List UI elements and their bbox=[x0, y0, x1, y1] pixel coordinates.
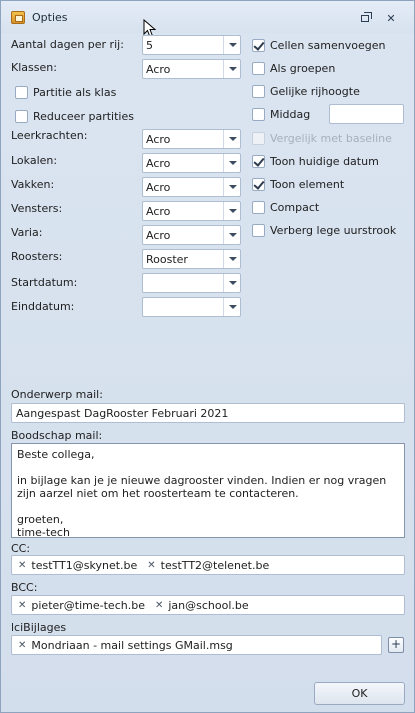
remove-tag-icon[interactable]: ✕ bbox=[18, 559, 27, 571]
bcc-tag-text: pieter@time-tech.be bbox=[31, 598, 145, 612]
attachments-label: lciBijlages bbox=[11, 621, 67, 634]
subject-label: Onderwerp mail: bbox=[11, 388, 103, 401]
chevron-down-icon[interactable] bbox=[223, 226, 240, 244]
restore-button[interactable] bbox=[355, 10, 375, 26]
cc-tag bbox=[18, 559, 137, 572]
chevron-down-icon[interactable] bbox=[223, 274, 240, 292]
message-line: time-tech bbox=[17, 526, 70, 538]
chevron-down-icon[interactable] bbox=[223, 298, 240, 316]
start-date-label: Startdatum: bbox=[11, 276, 78, 289]
subject-input[interactable] bbox=[11, 403, 405, 423]
bcc-tag-text: jan@school.be bbox=[168, 598, 249, 612]
merge-cells-label: Cellen samenvoegen bbox=[270, 38, 386, 52]
checkbox-box[interactable] bbox=[252, 155, 265, 168]
chevron-down-icon[interactable] bbox=[223, 250, 240, 268]
varia-combo[interactable] bbox=[142, 225, 241, 245]
chevron-down-icon[interactable] bbox=[223, 60, 240, 78]
message-line: in bijlage kan je je nieuwe dagrooster vinden. Indien er nog vragen zijn aarzel niet om het roosterteam te contacteren. bbox=[17, 474, 387, 500]
teachers-combo[interactable] bbox=[142, 129, 241, 149]
subject-value: Aangespast DagRooster Februari 2021 bbox=[16, 407, 229, 420]
varia-label: Varia: bbox=[11, 226, 43, 239]
message-label: Boodschap mail: bbox=[11, 429, 103, 442]
start-date-picker[interactable] bbox=[142, 273, 241, 293]
remove-tag-icon[interactable]: ✕ bbox=[147, 559, 156, 571]
show-element-checkbox[interactable] bbox=[252, 176, 344, 192]
partition-per-class-checkbox[interactable] bbox=[15, 84, 116, 100]
bcc-label: BCC: bbox=[11, 581, 38, 594]
checkbox-box[interactable] bbox=[252, 108, 265, 121]
attachment-tag bbox=[18, 639, 233, 652]
plus-icon: + bbox=[390, 637, 402, 651]
days-per-row-combo[interactable] bbox=[142, 35, 241, 55]
reduce-partitions-label: Reduceer partities bbox=[33, 109, 134, 123]
close-button[interactable] bbox=[381, 10, 401, 26]
subjects-combo[interactable] bbox=[142, 177, 241, 197]
checkbox-box[interactable] bbox=[252, 39, 265, 52]
days-per-row-value: 5 bbox=[146, 39, 153, 52]
title-bar bbox=[1, 1, 414, 33]
windows-label: Vensters: bbox=[11, 202, 63, 215]
reduce-partitions-checkbox[interactable] bbox=[15, 108, 134, 124]
noon-input[interactable] bbox=[329, 104, 404, 124]
classes-value: Acro bbox=[146, 63, 171, 76]
schedules-label: Roosters: bbox=[11, 250, 63, 263]
checkbox-box[interactable] bbox=[15, 110, 28, 123]
window-title: Opties bbox=[32, 11, 68, 24]
remove-tag-icon[interactable]: ✕ bbox=[18, 639, 27, 651]
show-current-date-label: Toon huidige datum bbox=[270, 154, 379, 168]
show-element-label: Toon element bbox=[270, 177, 345, 191]
compact-label: Compact bbox=[270, 200, 320, 214]
classes-combo[interactable] bbox=[142, 59, 241, 79]
checkbox-box[interactable] bbox=[15, 86, 28, 99]
message-line: groeten, bbox=[17, 513, 64, 526]
schedules-combo[interactable] bbox=[142, 249, 241, 269]
rooms-value: Acro bbox=[146, 157, 171, 170]
as-groups-label: Als groepen bbox=[270, 61, 336, 75]
cc-tag bbox=[147, 559, 269, 572]
show-current-date-checkbox[interactable] bbox=[252, 153, 379, 169]
remove-tag-icon[interactable]: ✕ bbox=[154, 599, 164, 611]
rooms-label: Lokalen: bbox=[11, 154, 58, 167]
teachers-label: Leerkrachten: bbox=[11, 129, 88, 142]
bcc-tag bbox=[18, 599, 145, 612]
compare-baseline-label: Vergelijk met baseline bbox=[270, 131, 392, 145]
checkbox-box[interactable] bbox=[252, 85, 265, 98]
partition-per-class-label: Partitie als klas bbox=[33, 85, 117, 99]
schedules-value: Rooster bbox=[146, 253, 188, 266]
windows-value: Acro bbox=[146, 205, 171, 218]
noon-label: Middag bbox=[270, 107, 311, 121]
bcc-tag bbox=[155, 599, 249, 612]
merge-cells-checkbox[interactable] bbox=[252, 37, 385, 53]
attachment-tag-text: Mondriaan - mail settings GMail.msg bbox=[31, 638, 233, 652]
ok-button[interactable]: OK bbox=[314, 682, 405, 705]
message-line: Beste collega, bbox=[17, 448, 95, 461]
cc-label: CC: bbox=[11, 542, 31, 555]
hide-empty-slot-checkbox[interactable] bbox=[252, 222, 396, 238]
chevron-down-icon[interactable] bbox=[223, 154, 240, 172]
subjects-value: Acro bbox=[146, 181, 171, 194]
checkbox-box[interactable] bbox=[252, 62, 265, 75]
cc-field[interactable] bbox=[11, 555, 405, 575]
checkbox-box[interactable] bbox=[252, 201, 265, 214]
checkbox-box[interactable] bbox=[252, 224, 265, 237]
noon-checkbox[interactable] bbox=[252, 106, 310, 122]
chevron-down-icon[interactable] bbox=[223, 130, 240, 148]
classes-label: Klassen: bbox=[11, 61, 57, 74]
checkbox-box bbox=[252, 132, 265, 145]
bcc-field[interactable] bbox=[11, 595, 405, 615]
windows-combo[interactable] bbox=[142, 201, 241, 221]
teachers-value: Acro bbox=[146, 133, 171, 146]
varia-value: Acro bbox=[146, 229, 171, 242]
compare-baseline-checkbox bbox=[252, 130, 392, 146]
app-icon bbox=[11, 11, 25, 24]
end-date-picker[interactable] bbox=[142, 297, 241, 317]
chevron-down-icon[interactable] bbox=[223, 202, 240, 220]
subjects-label: Vakken: bbox=[11, 178, 55, 191]
end-date-label: Einddatum: bbox=[11, 300, 75, 313]
remove-tag-icon[interactable]: ✕ bbox=[18, 599, 27, 611]
compact-checkbox[interactable] bbox=[252, 199, 319, 215]
close-icon: ✕ bbox=[386, 11, 396, 25]
equal-row-height-checkbox[interactable] bbox=[252, 83, 360, 99]
add-attachment-button[interactable] bbox=[388, 637, 404, 653]
rooms-combo[interactable] bbox=[142, 153, 241, 173]
restore-icon bbox=[361, 15, 369, 22]
days-per-row-label: Aantal dagen per rij: bbox=[11, 38, 124, 51]
as-groups-checkbox[interactable] bbox=[252, 60, 335, 76]
cc-tag-text: testTT2@telenet.be bbox=[160, 558, 270, 572]
attachments-field[interactable] bbox=[11, 635, 382, 655]
equal-row-height-label: Gelijke rijhoogte bbox=[270, 84, 360, 98]
checkbox-box[interactable] bbox=[252, 178, 265, 191]
hide-empty-slot-label: Verberg lege uurstrook bbox=[270, 223, 397, 237]
cc-tag-text: testTT1@skynet.be bbox=[31, 558, 138, 572]
message-textarea[interactable] bbox=[11, 443, 405, 538]
chevron-down-icon[interactable] bbox=[223, 36, 240, 54]
chevron-down-icon[interactable] bbox=[223, 178, 240, 196]
